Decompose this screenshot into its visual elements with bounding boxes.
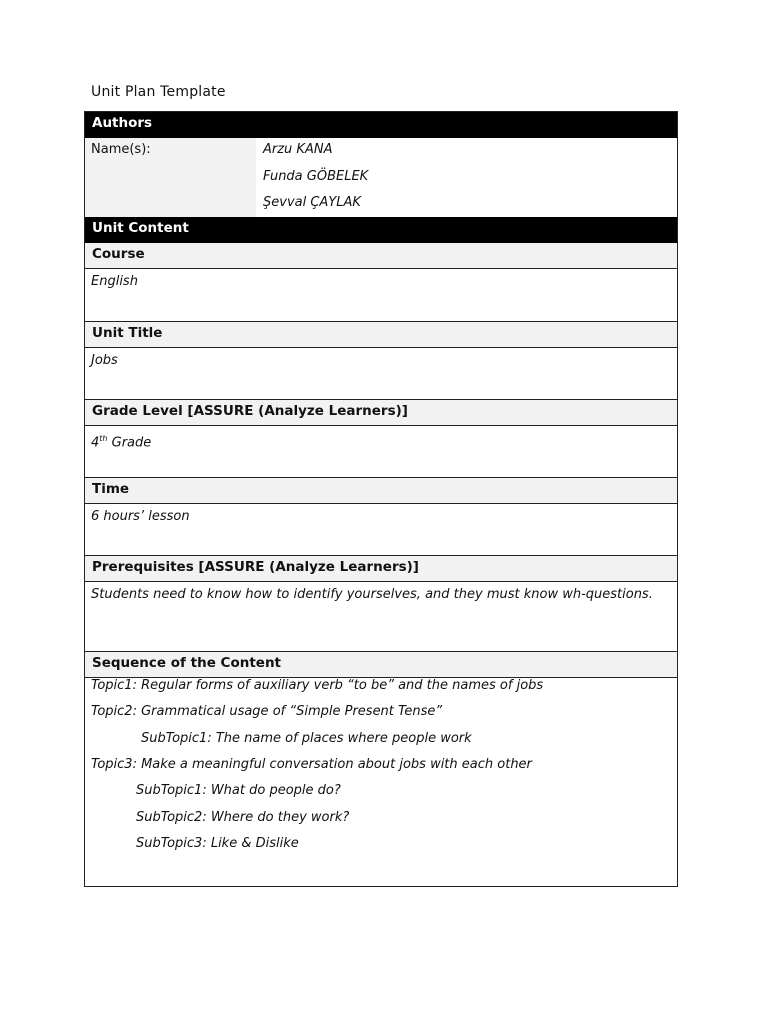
page-title: Unit Plan Template [91,84,226,100]
sequence-line: SubTopic3: Like & Dislike [136,836,299,851]
time-label: Time [85,478,677,504]
grade-suffix: th [99,434,108,443]
grade-word: Grade [107,435,152,451]
unit-plan-table [84,111,678,887]
sequence-label: Sequence of the Content [85,652,677,678]
sequence-line: Topic2: Grammatical usage of “Simple Present Tense” [91,704,443,719]
course-value: English [85,269,677,322]
sequence-body [85,678,677,887]
unit-title-label: Unit Title [85,322,677,348]
unit-content-header: Unit Content [85,217,677,243]
time-value: 6 hours’ lesson [85,504,677,556]
authors-header: Authors [85,112,677,138]
prerequisites-label: Prerequisites [ASSURE (Analyze Learners)] [85,556,677,582]
author-name: Şevval ÇAYLAK [263,195,361,210]
authors-row [85,138,677,217]
grade-level-value [85,426,677,478]
grade-level-label: Grade Level [ASSURE (Analyze Learners)] [85,400,677,426]
sequence-line: SubTopic1: What do people do? [136,783,341,798]
sequence-line: Topic3: Make a meaningful conversation about jobs with each other [91,757,532,772]
author-name: Arzu KANA [263,142,333,157]
sequence-line: SubTopic1: The name of places where people work [141,731,472,746]
course-label: Course [85,243,677,269]
sequence-line: Topic1: Regular forms of auxiliary verb “to be” and the names of jobs [91,678,544,693]
author-names [263,142,368,222]
author-name: Funda GÖBELEK [263,168,369,184]
grade-number: 4 [91,435,100,451]
prerequisites-value: Students need to know how to identify yourselves, and they must know wh-questions. [85,582,677,652]
names-label: Name(s): [85,138,256,217]
unit-title-value: Jobs [85,348,677,400]
sequence-line: SubTopic2: Where do they work? [136,810,350,825]
